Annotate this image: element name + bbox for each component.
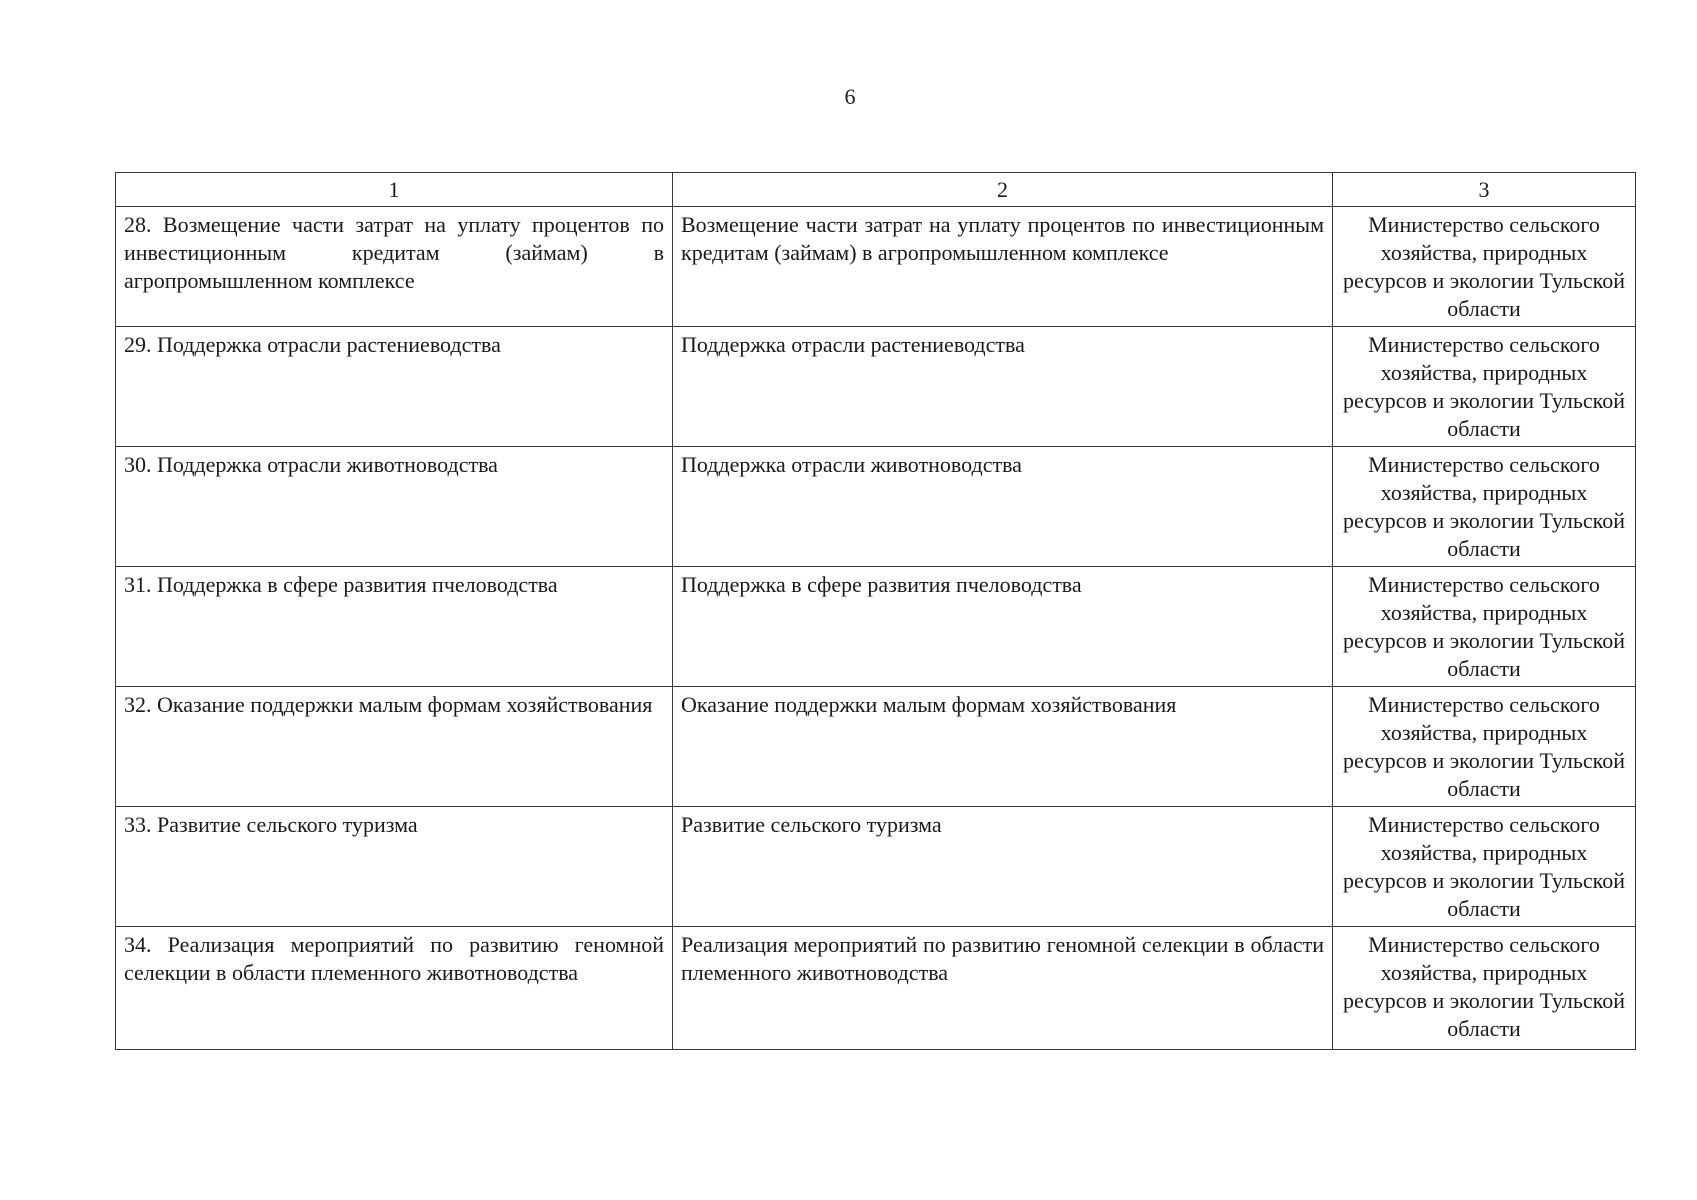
measure-description-cell: Поддержка в сфере развития пчеловодства <box>673 567 1333 687</box>
measure-name-cell: 28. Возмещение части затрат на уплату процентов по инвестиционным кредитам (займам) в агропромышленном комплексе <box>116 207 673 327</box>
table-row <box>116 327 1636 447</box>
header-row <box>116 173 1636 207</box>
column-header-1: 1 <box>116 173 673 207</box>
table-header <box>116 173 1636 207</box>
measure-description-cell: Поддержка отрасли животноводства <box>673 447 1333 567</box>
column-header-3: 3 <box>1333 173 1636 207</box>
responsible-executor-cell: Министерство сельского хозяйства, природных ресурсов и экологии Тульской области <box>1333 447 1636 567</box>
responsible-executor-cell: Министерство сельского хозяйства, природных ресурсов и экологии Тульской области <box>1333 567 1636 687</box>
responsible-executor-cell: Министерство сельского хозяйства, природных ресурсов и экологии Тульской области <box>1333 207 1636 327</box>
table-row <box>116 447 1636 567</box>
measure-description-cell: Оказание поддержки малым формам хозяйствования <box>673 687 1333 807</box>
responsible-executor-cell: Министерство сельского хозяйства, природных ресурсов и экологии Тульской области <box>1333 807 1636 927</box>
responsible-executor-cell: Министерство сельского хозяйства, природных ресурсов и экологии Тульской области <box>1333 327 1636 447</box>
column-header-2: 2 <box>673 173 1333 207</box>
table-row <box>116 567 1636 687</box>
measure-name-cell: 29. Поддержка отрасли растениеводства <box>116 327 673 447</box>
measure-description-cell: Реализация мероприятий по развитию геномной селекции в области племенного животноводства <box>673 927 1333 1050</box>
table-row <box>116 207 1636 327</box>
measure-description-cell: Развитие сельского туризма <box>673 807 1333 927</box>
measure-name-cell: 30. Поддержка отрасли животноводства <box>116 447 673 567</box>
table-body <box>116 207 1636 1050</box>
measures-table <box>115 172 1636 1050</box>
responsible-executor-cell: Министерство сельского хозяйства, природных ресурсов и экологии Тульской области <box>1333 687 1636 807</box>
responsible-executor-cell: Министерство сельского хозяйства, природных ресурсов и экологии Тульской области <box>1333 927 1636 1050</box>
table-row <box>116 687 1636 807</box>
measure-description-cell: Поддержка отрасли растениеводства <box>673 327 1333 447</box>
page-number: 6 <box>844 84 856 109</box>
measure-name-cell: 31. Поддержка в сфере развития пчеловодства <box>116 567 673 687</box>
measure-name-cell: 34. Реализация мероприятий по развитию геномной селекции в области племенного животноводства <box>116 927 673 1050</box>
measure-description-cell: Возмещение части затрат на уплату процентов по инвестиционным кредитам (займам) в агропромышленном комплексе <box>673 207 1333 327</box>
measure-name-cell: 33. Развитие сельского туризма <box>116 807 673 927</box>
table-row <box>116 807 1636 927</box>
measure-name-cell: 32. Оказание поддержки малым формам хозяйствования <box>116 687 673 807</box>
table-row <box>116 927 1636 1050</box>
